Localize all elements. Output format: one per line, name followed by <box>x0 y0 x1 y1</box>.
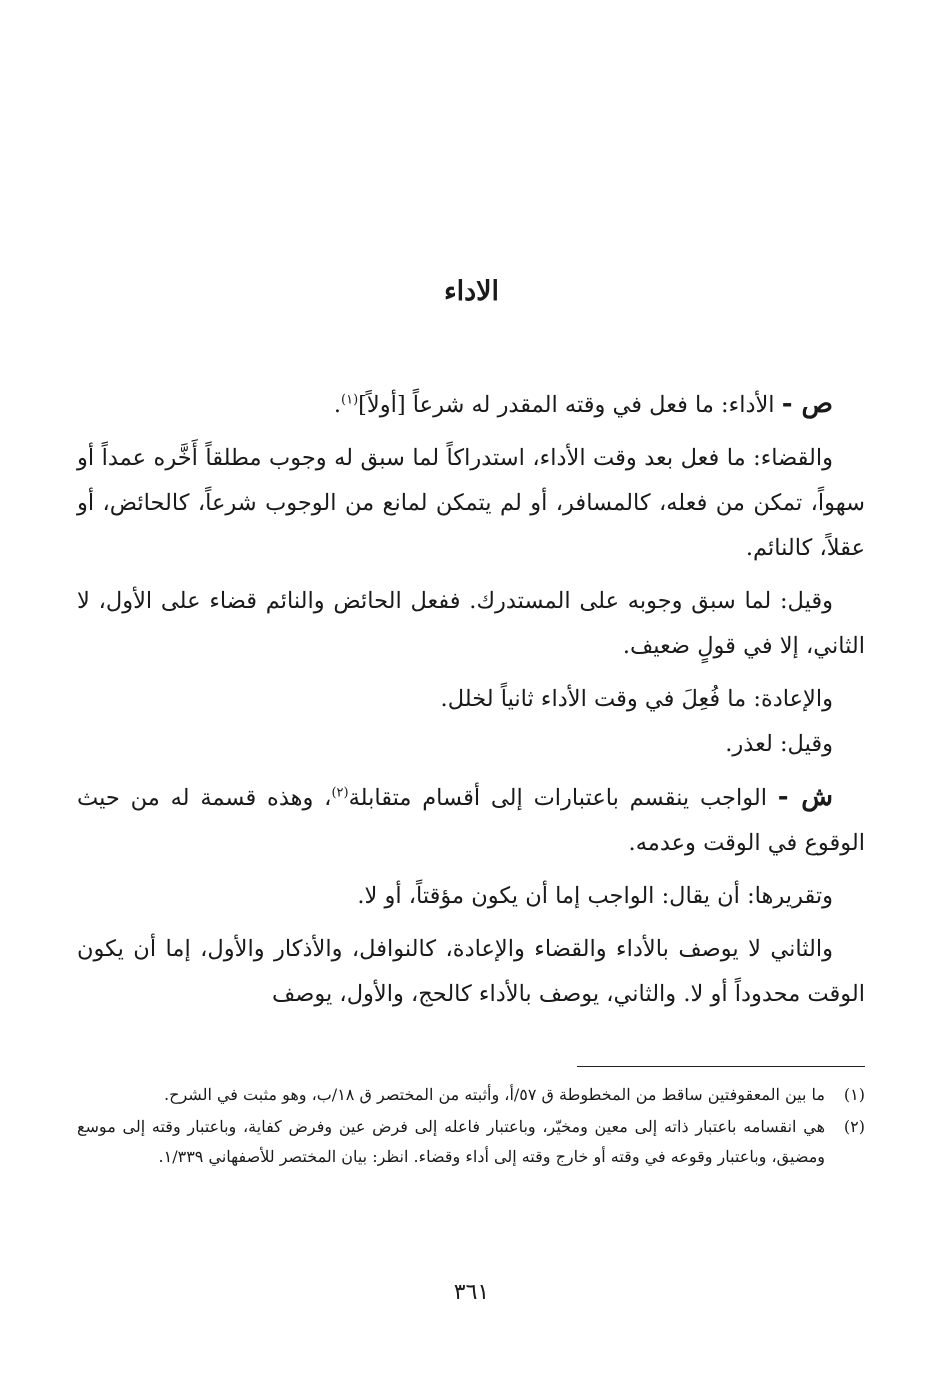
paragraph-explanation: وتقريرها: أن يقال: الواجب إما أن يكون مؤقتاً، أو لا. <box>357 883 833 909</box>
footnote-2 <box>77 1112 865 1172</box>
footnote-ref-2[interactable]: (٢) <box>331 785 349 801</box>
main-text <box>77 382 865 1025</box>
section-marker-sad: ص - <box>781 389 833 419</box>
paragraph-text: الأداء: ما فعل في وقته المقدر له شرعاً [أولاً] <box>358 392 782 418</box>
footnotes <box>77 1080 865 1174</box>
footnote-1 <box>77 1080 865 1110</box>
paragraph-definition-iada: والإعادة: ما فُعِلَ في وقت الأداء ثانياً لخلل. <box>440 686 833 712</box>
paragraph-text-end: ، وهذه قسمة له من حيث الوقوع في الوقت وعدمه. <box>77 785 865 856</box>
paragraph-continued: والثاني لا يوصف بالأداء والقضاء والإعادة، كالنوافل، والأذكار والأول، إما أن يكون الوقت محدوداً أو لا. والثاني، يوصف بالأداء كالحج، والأول، يوصف <box>77 936 865 1007</box>
footnote-number: (٢) <box>843 1117 865 1136</box>
paragraph-text-end: . <box>333 392 341 418</box>
paragraph-alternative-view: وقيل: لما سبق وجوبه على المستدرك. ففعل الحائض والنائم قضاء على الأول، لا الثاني، إلا في قولٍ ضعيف. <box>77 588 865 659</box>
page-title: الاداء <box>443 276 500 307</box>
footnote-ref-1[interactable]: (١) <box>341 392 359 408</box>
paragraph-iada-alternative: وقيل: لعذر. <box>725 731 833 757</box>
paragraph-commentary <box>77 775 865 866</box>
footnote-text: ما بين المعقوفتين ساقط من المخطوطة ق ٥٧/أ، وأثبته من المختصر ق ١٨/ب، وهو مثبت في الشرح. <box>164 1085 825 1104</box>
paragraph-definition-adaa <box>77 382 865 428</box>
paragraph-text: الواجب ينقسم باعتبارات إلى أقسام متقابلة <box>348 785 778 811</box>
footnote-divider <box>577 1066 865 1067</box>
footnote-text: هي انقسامه باعتبار ذاته إلى معين ومخيّر، وباعتبار فاعله إلى فرض عين وفرض كفاية، وباعتبار وقته إلى موسع ومضيق، وباعتبار وقوعه في وقته أو خارج وقته إلى أداء وقضاء. انظر: بيان المختصر للأصفهاني ١/٣٣٩. <box>77 1117 826 1166</box>
paragraph-definition-qada: والقضاء: ما فعل بعد وقت الأداء، استدراكاً لما سبق له وجوب مطلقاً أَخَّره عمداً أو سهواً، تمكن من فعله، كالمسافر، أو لم يتمكن لمانع من الوجوب شرعاً، كالحائض، أو عقلاً، كالنائم. <box>77 445 865 561</box>
section-marker-shin: ش - <box>777 782 834 812</box>
page-number: ٣٦١ <box>453 1280 490 1305</box>
footnote-number: (١) <box>843 1085 865 1104</box>
